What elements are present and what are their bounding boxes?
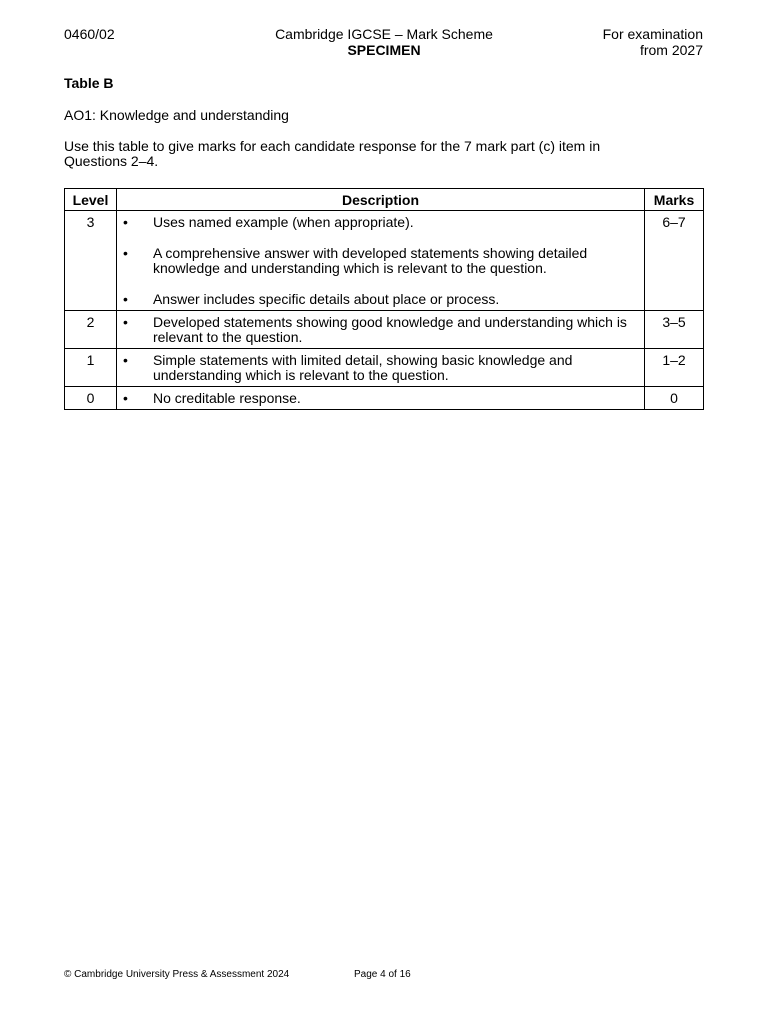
list-item bbox=[121, 292, 640, 307]
level-cell: 3 bbox=[65, 211, 117, 311]
bullet-icon: • bbox=[122, 314, 128, 330]
bullet-icon: • bbox=[122, 245, 128, 261]
bullet-icon: • bbox=[122, 291, 128, 307]
table-row bbox=[65, 311, 704, 349]
descriptor-text: Answer includes specific details about place or process. bbox=[152, 291, 500, 307]
marks-cell: 0 bbox=[645, 387, 704, 410]
list-item bbox=[121, 315, 640, 345]
descriptor-text: Developed statements showing good knowledge and understanding which is relevant to the question. bbox=[152, 314, 627, 345]
descriptor-text: No creditable response. bbox=[152, 390, 301, 406]
examination-date bbox=[603, 26, 703, 58]
bullet-icon: • bbox=[122, 214, 128, 230]
table-row bbox=[65, 349, 704, 387]
header-marks: Marks bbox=[645, 189, 704, 211]
descriptor-list bbox=[121, 353, 640, 383]
description-cell bbox=[116, 349, 644, 387]
level-cell: 2 bbox=[65, 311, 117, 349]
list-item bbox=[121, 353, 640, 383]
bullet-icon: • bbox=[122, 390, 128, 406]
description-cell bbox=[116, 387, 644, 410]
header-description: Description bbox=[116, 189, 644, 211]
examination-line-2: from 2027 bbox=[639, 42, 703, 58]
instructions-paragraph: Use this table to give marks for each candidate response for the 7 mark part (c) item in Questions 2–4. bbox=[64, 138, 601, 169]
list-item bbox=[121, 391, 640, 406]
marks-cell: 6–7 bbox=[645, 211, 704, 311]
level-cell: 1 bbox=[65, 349, 117, 387]
table-title: Table B bbox=[64, 75, 114, 91]
syllabus-code: 0460/02 bbox=[64, 26, 115, 42]
marks-cell: 1–2 bbox=[645, 349, 704, 387]
descriptor-list bbox=[121, 391, 640, 406]
description-cell bbox=[116, 211, 644, 311]
descriptor-text: Simple statements with limited detail, showing basic knowledge and understanding which is relevant to the question. bbox=[152, 352, 573, 383]
list-item bbox=[121, 246, 640, 276]
examination-line-1: For examination bbox=[602, 26, 703, 42]
descriptor-list bbox=[121, 215, 640, 307]
assessment-objective: AO1: Knowledge and understanding bbox=[64, 107, 289, 123]
list-item bbox=[121, 215, 640, 230]
copyright-notice: © Cambridge University Press & Assessment 2024 bbox=[64, 969, 290, 980]
descriptor-text: A comprehensive answer with developed statements showing detailed knowledge and understanding which is relevant to the question. bbox=[152, 245, 588, 276]
page-number: Page 4 of 16 bbox=[354, 969, 411, 980]
table-row bbox=[65, 387, 704, 410]
specimen-label: SPECIMEN bbox=[347, 42, 421, 58]
mark-scheme-title: Cambridge IGCSE – Mark Scheme bbox=[275, 26, 493, 42]
bullet-icon: • bbox=[122, 352, 128, 368]
description-cell bbox=[116, 311, 644, 349]
table-header-row bbox=[65, 189, 704, 211]
table-row bbox=[65, 211, 704, 311]
level-descriptor-table bbox=[64, 188, 704, 410]
marks-cell: 3–5 bbox=[645, 311, 704, 349]
header-level: Level bbox=[65, 189, 117, 211]
level-cell: 0 bbox=[65, 387, 117, 410]
descriptor-list bbox=[121, 315, 640, 345]
document-header-title bbox=[234, 26, 534, 58]
descriptor-text: Uses named example (when appropriate). bbox=[152, 214, 414, 230]
